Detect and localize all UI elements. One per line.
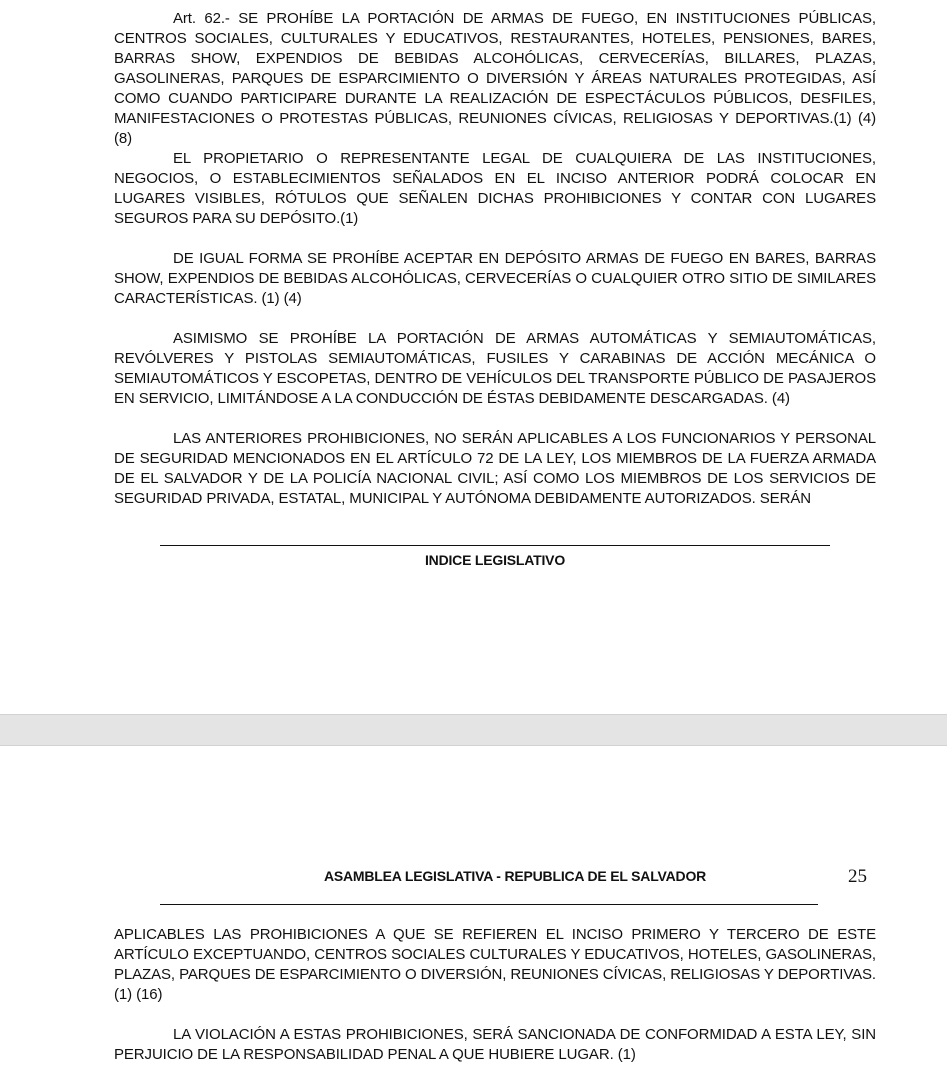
article-62-paragraph: Art. 62.- SE PROHÍBE LA PORTACIÓN DE ARMAS DE FUEGO, EN INSTITUCIONES PÚBLICAS, CENTROS SOCIALES, CULTURALES Y EDUCATIVOS, RESTAURANTES, HOTELES, PENSIONES, BARES, BARRAS SHOW, EXPENDIOS DE BEBIDAS ALCOHÓLICAS, CERVECERÍAS, BILLARES, PLAZAS, GASOLINERAS, PARQUES DE ESPARCIMIENTO O DIVERSIÓN Y ÁREAS NATURALES PROTEGIDAS, ASÍ COMO CUANDO PARTICIPARE DURANTE LA REALIZACIÓN DE ESPECTÁCULOS PÚBLICOS, DESFILES, MANIFESTACIONES O PROTESTAS PÚBLICAS, REUNIONES CÍVICAS, RELIGIOSAS Y DEPORTIVAS.(1) (4) (8) bbox=[114, 10, 876, 147]
continuation-paragraph: APLICABLES LAS PROHIBICIONES A QUE SE REFIEREN EL INCISO PRIMERO Y TERCERO DE ESTE ARTÍCULO EXCEPTUANDO, CENTROS SOCIALES CULTURALES Y EDUCATIVOS, HOTELES, GASOLINERAS, PLAZAS, PARQUES DE ESPARCIMIENTO O DIVERSIÓN, REUNIONES CÍVICAS, RELIGIOSAS Y DEPORTIVAS. (1) (16) bbox=[114, 926, 876, 1003]
footer-rule bbox=[160, 545, 830, 546]
automatic-weapons-paragraph: ASIMISMO SE PROHÍBE LA PORTACIÓN DE ARMAS AUTOMÁTICAS Y SEMIAUTOMÁTICAS, REVÓLVERES Y PISTOLAS SEMIAUTOMÁTICAS, FUSILES Y CARABINAS DE ACCIÓN MECÁNICA O SEMIAUTOMÁTICOS Y ESCOPETAS, DENTRO DE VEHÍCULOS DEL TRANSPORTE PÚBLICO DE PASAJEROS EN SERVICIO, LIMITÁNDOSE A LA CONDUCCIÓN DE ÉSTAS DEBIDAMENTE DESCARGADAS. (4) bbox=[114, 330, 876, 407]
exceptions-paragraph: LAS ANTERIORES PROHIBICIONES, NO SERÁN APLICABLES A LOS FUNCIONARIOS Y PERSONAL DE SEGURIDAD MENCIONADOS EN EL ARTÍCULO 72 DE LA LEY, LOS MIEMBROS DE LA FUERZA ARMADA DE EL SALVADOR Y DE LA POLICÍA NACIONAL CIVIL; ASÍ COMO LOS MIEMBROS DE LOS SERVICIOS DE SEGURIDAD PRIVADA, ESTATAL, MUNICIPAL Y AUTÓNOMA DEBIDAMENTE AUTORIZADOS. SERÁN bbox=[114, 430, 876, 507]
document-page-bottom bbox=[0, 746, 947, 1071]
page-number: 25 bbox=[848, 866, 867, 887]
violation-paragraph: LA VIOLACIÓN A ESTAS PROHIBICIONES, SERÁ SANCIONADA DE CONFORMIDAD A ESTA LEY, SIN PERJUICIO DE LA RESPONSABILIDAD PENAL A QUE HUBIERE LUGAR. (1) bbox=[114, 1026, 876, 1063]
footer-title: INDICE LEGISLATIVO bbox=[424, 552, 566, 568]
header-title: ASAMBLEA LEGISLATIVA - REPUBLICA DE EL SALVADOR bbox=[323, 868, 707, 884]
deposit-paragraph: DE IGUAL FORMA SE PROHÍBE ACEPTAR EN DEPÓSITO ARMAS DE FUEGO EN BARES, BARRAS SHOW, EXPENDIOS DE BEBIDAS ALCOHÓLICAS, CERVECERÍAS O CUALQUIER OTRO SITIO DE SIMILARES CARACTERÍSTICAS. (1) (4) bbox=[114, 250, 876, 307]
owner-paragraph: EL PROPIETARIO O REPRESENTANTE LEGAL DE CUALQUIERA DE LAS INSTITUCIONES, NEGOCIOS, O ESTABLECIMIENTOS SEÑALADOS EN EL INCISO ANTERIOR PODRÁ COLOCAR EN LUGARES VISIBLES, RÓTULOS QUE SEÑALEN DICHAS PROHIBICIONES Y CONTAR CON LUGARES SEGUROS PARA SU DEPÓSITO.(1) bbox=[114, 150, 876, 227]
page-separator bbox=[0, 714, 947, 746]
header-rule bbox=[160, 904, 818, 905]
